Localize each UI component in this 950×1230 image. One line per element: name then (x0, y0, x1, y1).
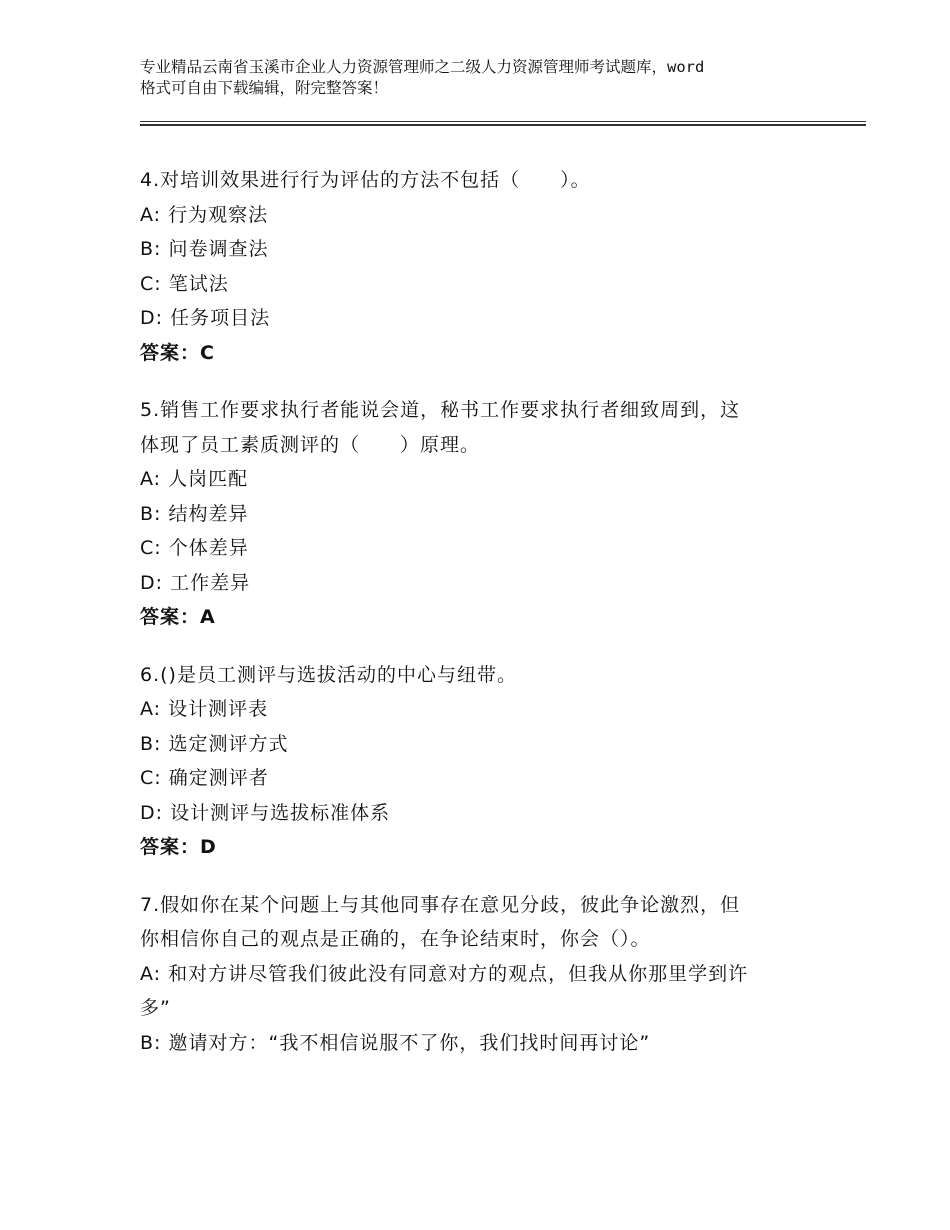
question-7 (140, 888, 830, 1061)
question-text: 6.()是员工测评与选拔活动的中心与纽带。 (140, 663, 517, 686)
option-d: D: 设计测评与选拔标准体系 (140, 801, 391, 824)
answer: 答案：A (140, 606, 216, 628)
option-a: A: 人岗匹配 (140, 468, 249, 490)
answer: 答案：D (140, 836, 217, 858)
answer: 答案：C (140, 341, 215, 364)
question-text: 4.对培训效果进行行为评估的方法不包括（ ）。 (140, 169, 591, 191)
header-divider-thick (140, 124, 866, 126)
option-d: D: 任务项目法 (140, 307, 271, 329)
option-c: C: 个体差异 (140, 537, 249, 559)
question-text: 5.销售工作要求执行者能说会道，秘书工作要求执行者细致周到，这 (140, 399, 741, 421)
option-c: C: 笔试法 (140, 272, 229, 295)
option-a-cont: 多” (140, 997, 171, 1019)
question-text-cont: 体现了员工素质测评的（ ）原理。 (140, 433, 481, 456)
header-divider-thin (140, 121, 866, 122)
question-4 (140, 163, 830, 370)
option-a: A: 设计测评表 (140, 698, 269, 720)
option-b: B: 问卷调查法 (140, 238, 269, 260)
header-line-2: 格式可自由下载编辑，附完整答案！ (140, 79, 389, 97)
option-d: D: 工作差异 (140, 571, 251, 594)
option-c: C: 确定测评者 (140, 767, 269, 789)
header-line-1: 专业精品云南省玉溪市企业人力资源管理师之二级人力资源管理师考试题库，word (140, 58, 705, 76)
question-text-cont: 你相信你自己的观点是正确的，在争论结束时，你会（）。 (140, 928, 651, 950)
option-b: B: 结构差异 (140, 502, 249, 525)
question-text: 7.假如你在某个问题上与其他同事存在意见分歧，彼此争论激烈，但 (140, 893, 741, 916)
option-a: A: 和对方讲尽管我们彼此没有同意对方的观点，但我从你那里学到许 (140, 962, 749, 985)
document-header (140, 57, 830, 99)
question-list (140, 163, 830, 1083)
question-6 (140, 658, 830, 865)
option-a: A: 行为观察法 (140, 203, 269, 226)
option-b: B: 选定测评方式 (140, 732, 289, 755)
question-5 (140, 393, 830, 635)
option-b: B: 邀请对方：“我不相信说服不了你，我们找时间再讨论” (140, 1031, 651, 1054)
